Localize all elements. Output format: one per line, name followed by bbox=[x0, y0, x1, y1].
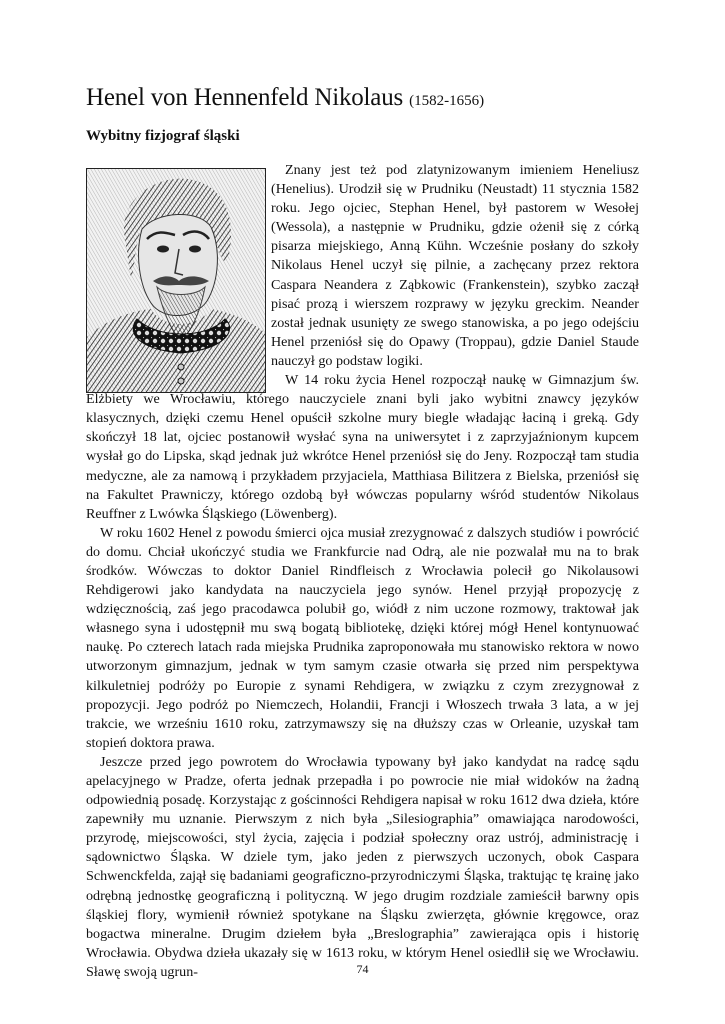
paragraph-4: Jeszcze przed jego powrotem do Wrocławia typowany był jako kandydat na radcę sądu apelacyjnego w Pradze, oferta jednak przepadła i po powrocie nie miał widoków na żadną odpowiednią posadę. Korzystając z gościnności Rehdigera napisał w roku 1612 dwa dzieła, które zapewniły mu uznanie. Pierwszym z nich była „Silesiographia” omawiająca narodowości, przyrodę, miejscowości, styl życia, zajęcia i podział społeczny oraz ustrój, administrację i sądownictwo Śląska. W dziele tym, jako jeden z pierwszych uczonych, obok Caspara Schwenckfelda, zajął się badaniami geograficzno-przyrodniczymi Śląska, traktując tę krainę jako odrębną jednostkę geograficzną i polityczną. W jego drugim rozdziale zamieścił barwny opis śląskiej flory, wymienił również spotykane na Śląsku zwierzęta, głównie kręgowce, oraz bogactwa mineralne. Drugim dziełem była „Breslographia” zawierająca opis i historię Wrocławia. Obydwa dzieła ukazały się w 1613 roku, w którym Henel osiedlił się we Wrocławiu. Sławę swoją ugrun- bbox=[86, 753, 639, 980]
paragraph-1: Znany jest też pod zlatynizowanym imieniem Heneliusz (Henelius). Urodził się w Prudniku (Neustadt) 11 stycznia 1582 roku. Jego ojciec, Stephan Henel, był pastorem w Wesołej (Wessola), a następnie w Prudniku, gdzie ożenił się z córką pisarza miejskiego, Anną Kühn. Wcześnie posłany do szkoły Nikolaus Henel uczył się pilnie, a zachęcany przez rektora Caspara Neandera z Ząbkowic (Frankenstein), szybko zaczął pisać prozą i wierszem rozprawy w języku greckim. Neander został jednak usunięty ze swego stanowiska, a po jego odejściu Henel przeniósł się do Opawy (Troppau), gdzie Daniel Staude nauczył go podstaw logiki. bbox=[271, 162, 639, 369]
portrait-spacer bbox=[86, 161, 271, 377]
paragraph-2: W 14 roku życia Henel rozpoczął naukę w Gimnazjum św. Elżbiety we Wrocławiu, którego nauczyciele znani byli jako wybitni znawcy języków klasycznych, dzięki czemu Henel opuścił szkolne mury biegle władając łaciną i greką. Gdy skończył 18 lat, ojciec postanowił wysłać syna na uniwersytet i z zaprzyjaźnionym kupcem wysłał go do Lipska, skąd jednak już wkrótce Henel przeniósł się do Jeny. Rozpoczął tam studia medyczne, ale za namową i przykładem przyjaciela, Matthiasa Bilitzera z Bielska, przeniósł się na Fakultet Prawniczy, którego ozdobą był wówczas popularny wśród studentów Nikolaus Reuffner z Lwówka Śląskiego (Löwenberg). bbox=[86, 372, 639, 522]
page-number: 74 bbox=[356, 962, 369, 976]
title-name: Henel von Hennenfeld Nikolaus bbox=[86, 84, 404, 111]
title-years: (1582-1656) bbox=[409, 93, 485, 109]
paragraph-3: W roku 1602 Henel z powodu śmierci ojca musiał zrezygnować z dalszych studiów i powrócić do domu. Chciał ukończyć studia we Frankfurcie nad Odrą, ale nie pozwalał mu na to brak środków. Wówczas to doktor Daniel Rindfleisch z Wrocławia polecił go Nikolausowi Rehdigerowi jako kandydata na nauczyciela jego synów. Henel przyjął propozycję z wdzięcznością, zaś jego pracodawca polubił go, wiódł z nim uczone rozmowy, traktował jak własnego syna i udostępnił mu swą bogatą bibliotekę, dzięki której mógł Henel kontynuować naukę. Po czterech latach rada miejska Prudnika zaproponowała mu stanowisko rektora w nowo utworzonym gimnazjum, jednak w tym samym czasie otwarła się przed nim perspektywa kilkuletniej podróży po Europie z synami Rehdigera, w związku z czym zrezygnował z propozycji. Jego podróż po Niemczech, Holandii, Francji i Włoszech trwała 3 lata, a w jej trakcie, we wrześniu 1610 roku, zatrzymawszy się na dłuższy czas w Orleanie, uzyskał tam stopień doktora prawa. bbox=[86, 524, 639, 751]
page-title bbox=[86, 82, 484, 117]
section-subtitle: Wybitny fizjograf śląski bbox=[86, 128, 240, 144]
article-body bbox=[86, 161, 639, 982]
